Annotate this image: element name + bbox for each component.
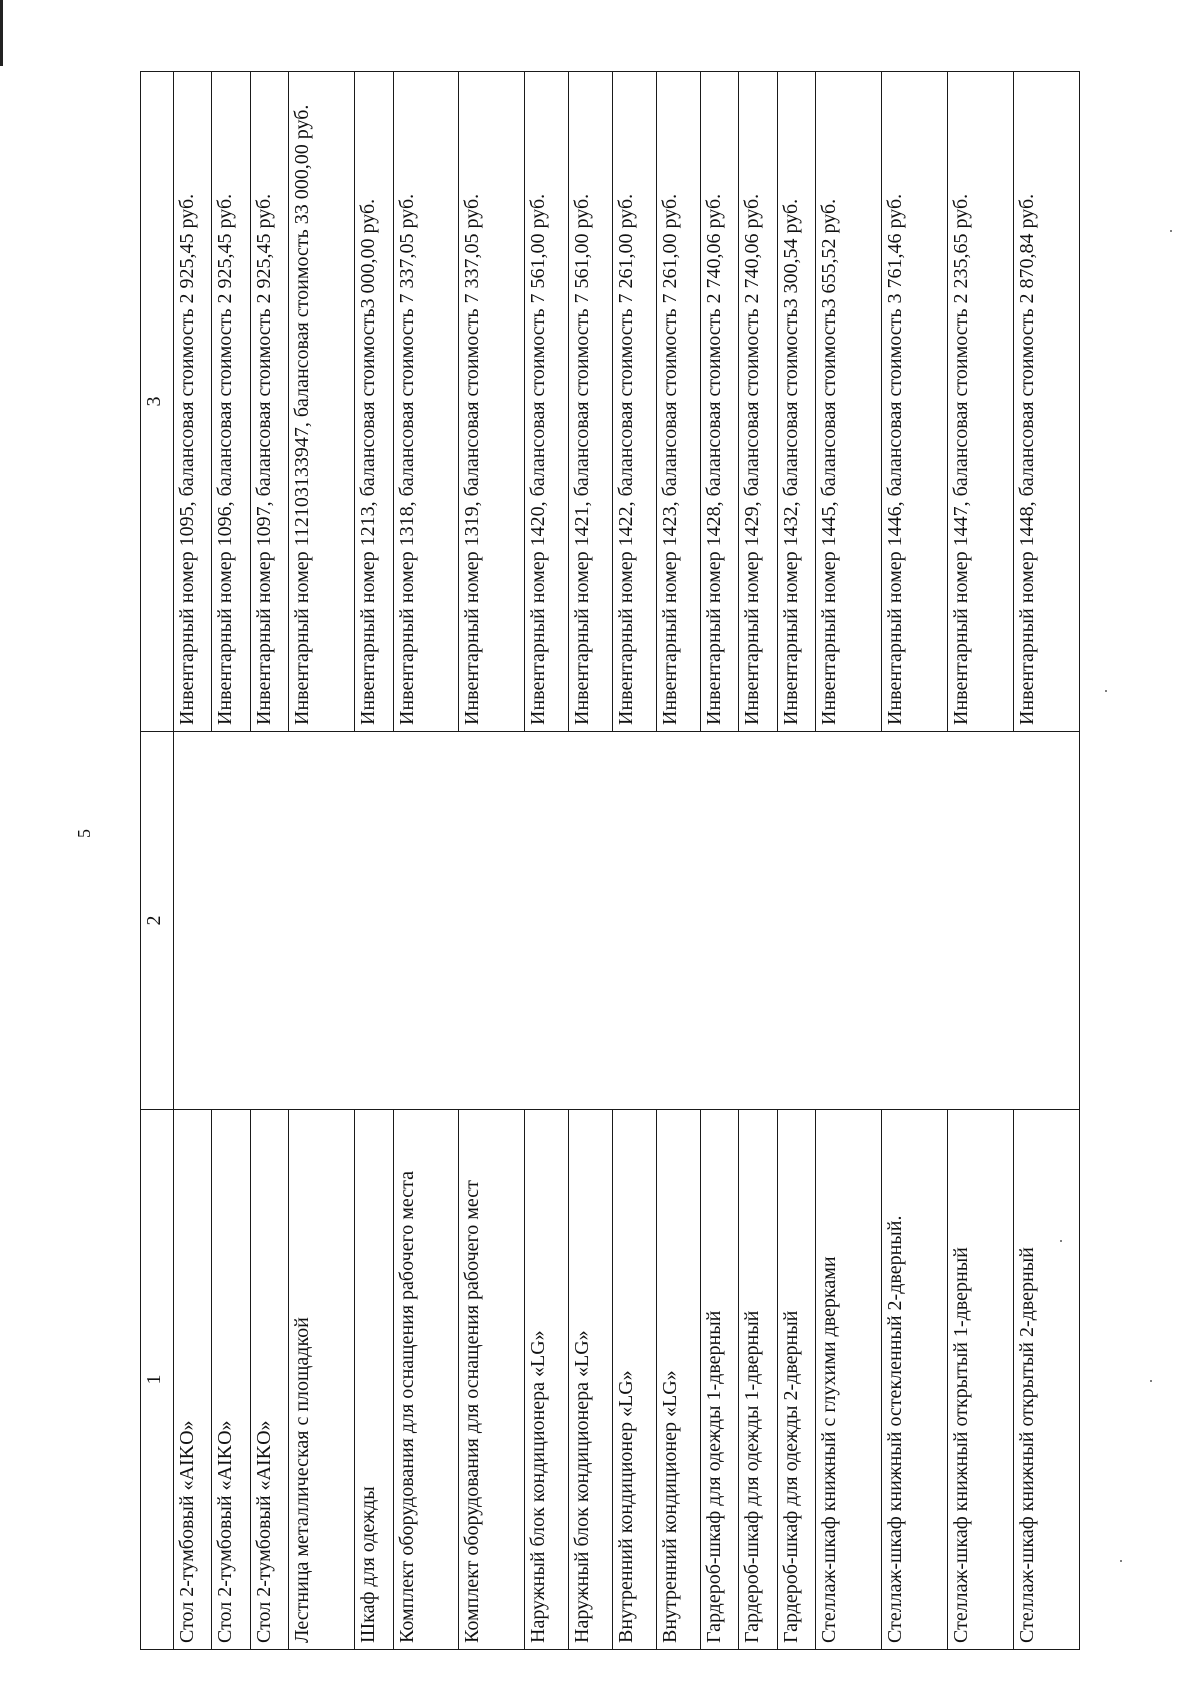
scan-speck xyxy=(1150,1380,1152,1382)
item-details-cell: Инвентарный номер 1446, балансовая стоимость 3 761,46 руб. xyxy=(882,72,948,732)
item-details-cell: Инвентарный номер 1213, балансовая стоимость3 000,00 руб. xyxy=(355,72,393,732)
item-details-cell: Инвентарный номер 1429, балансовая стоимость 2 740,06 руб. xyxy=(739,72,777,732)
item-details-cell: Инвентарный номер 1447, балансовая стоимость 2 235,65 руб. xyxy=(948,72,1014,732)
item-name-cell: Внутренний кондиционер «LG» xyxy=(657,1110,701,1650)
item-details-cell: Инвентарный номер 1445, балансовая стоимость3 655,52 руб. xyxy=(816,72,882,732)
item-details-cell: Инвентарный номер 1097, балансовая стоимость 2 925,45 руб. xyxy=(250,72,288,732)
inventory-table-container xyxy=(140,72,1080,1650)
item-name-cell: Стол 2-тумбовый «AIKO» xyxy=(250,1110,288,1650)
item-details-cell: Инвентарный номер 1422, балансовая стоимость 7 261,00 руб. xyxy=(613,72,657,732)
item-details-cell: Инвентарный номер 1421, балансовая стоимость 7 561,00 руб. xyxy=(569,72,613,732)
item-details-cell: Инвентарный номер 1318, балансовая стоимость 7 337,05 руб. xyxy=(393,72,459,732)
column-header-2: 2 xyxy=(141,732,174,1110)
table-body xyxy=(174,72,1080,1650)
scan-edge-mark xyxy=(0,0,3,66)
empty-column-cell xyxy=(174,732,1080,1110)
item-name-cell: Гардероб-шкаф для одежды 2-дверный xyxy=(777,1110,815,1650)
item-name-cell: Стеллаж-шкаф книжный открытый 2-дверный xyxy=(1013,1110,1079,1650)
item-details-cell: Инвентарный номер 1095, балансовая стоимость 2 925,45 руб. xyxy=(174,72,212,732)
item-name-cell: Комплект оборудования для оснащения рабочего мест xyxy=(459,1110,525,1650)
item-name-cell: Наружный блок кондиционера «LG» xyxy=(525,1110,569,1650)
item-name-cell: Гардероб-шкаф для одежды 1-дверный xyxy=(701,1110,739,1650)
column-header-1: 1 xyxy=(141,1110,174,1650)
table-row xyxy=(174,72,212,1650)
page-number: 5 xyxy=(74,829,94,838)
item-name-cell: Стеллаж-шкаф книжный с глухими дверками xyxy=(816,1110,882,1650)
item-name-cell: Наружный блок кондиционера «LG» xyxy=(569,1110,613,1650)
item-details-cell: Инвентарный номер 1428, балансовая стоимость 2 740,06 руб. xyxy=(701,72,739,732)
inventory-table xyxy=(140,71,1080,1650)
item-name-cell: Стол 2-тумбовый «AIKO» xyxy=(174,1110,212,1650)
item-details-cell: Инвентарный номер 1420, балансовая стоимость 7 561,00 руб. xyxy=(525,72,569,732)
item-name-cell: Стеллаж-шкаф книжный открытый 1-дверный xyxy=(948,1110,1014,1650)
item-name-cell: Гардероб-шкаф для одежды 1-дверный xyxy=(739,1110,777,1650)
item-details-cell: Инвентарный номер 112103133947, балансовая стоимость 33 000,00 руб. xyxy=(289,72,355,732)
item-name-cell: Комплект оборудования для оснащения рабочего места xyxy=(393,1110,459,1650)
scan-speck xyxy=(1170,230,1172,232)
item-name-cell: Стеллаж-шкаф книжный остекленный 2-дверный. xyxy=(882,1110,948,1650)
item-name-cell: Стол 2-тумбовый «AIKO» xyxy=(212,1110,250,1650)
scan-speck xyxy=(1120,1560,1122,1562)
item-details-cell: Инвентарный номер 1432, балансовая стоимость3 300,54 руб. xyxy=(777,72,815,732)
scan-speck xyxy=(1105,690,1107,692)
item-name-cell: Внутренний кондиционер «LG» xyxy=(613,1110,657,1650)
item-name-cell: Лестница металлическая с площадкой xyxy=(289,1110,355,1650)
item-details-cell: Инвентарный номер 1096, балансовая стоимость 2 925,45 руб. xyxy=(212,72,250,732)
item-name-cell: Шкаф для одежды xyxy=(355,1110,393,1650)
item-details-cell: Инвентарный номер 1319, балансовая стоимость 7 337,05 руб. xyxy=(459,72,525,732)
item-details-cell: Инвентарный номер 1423, балансовая стоимость 7 261,00 руб. xyxy=(657,72,701,732)
column-header-3: 3 xyxy=(141,72,174,732)
table-header-row xyxy=(141,72,174,1650)
item-details-cell: Инвентарный номер 1448, балансовая стоимость 2 870,84 руб. xyxy=(1013,72,1079,732)
